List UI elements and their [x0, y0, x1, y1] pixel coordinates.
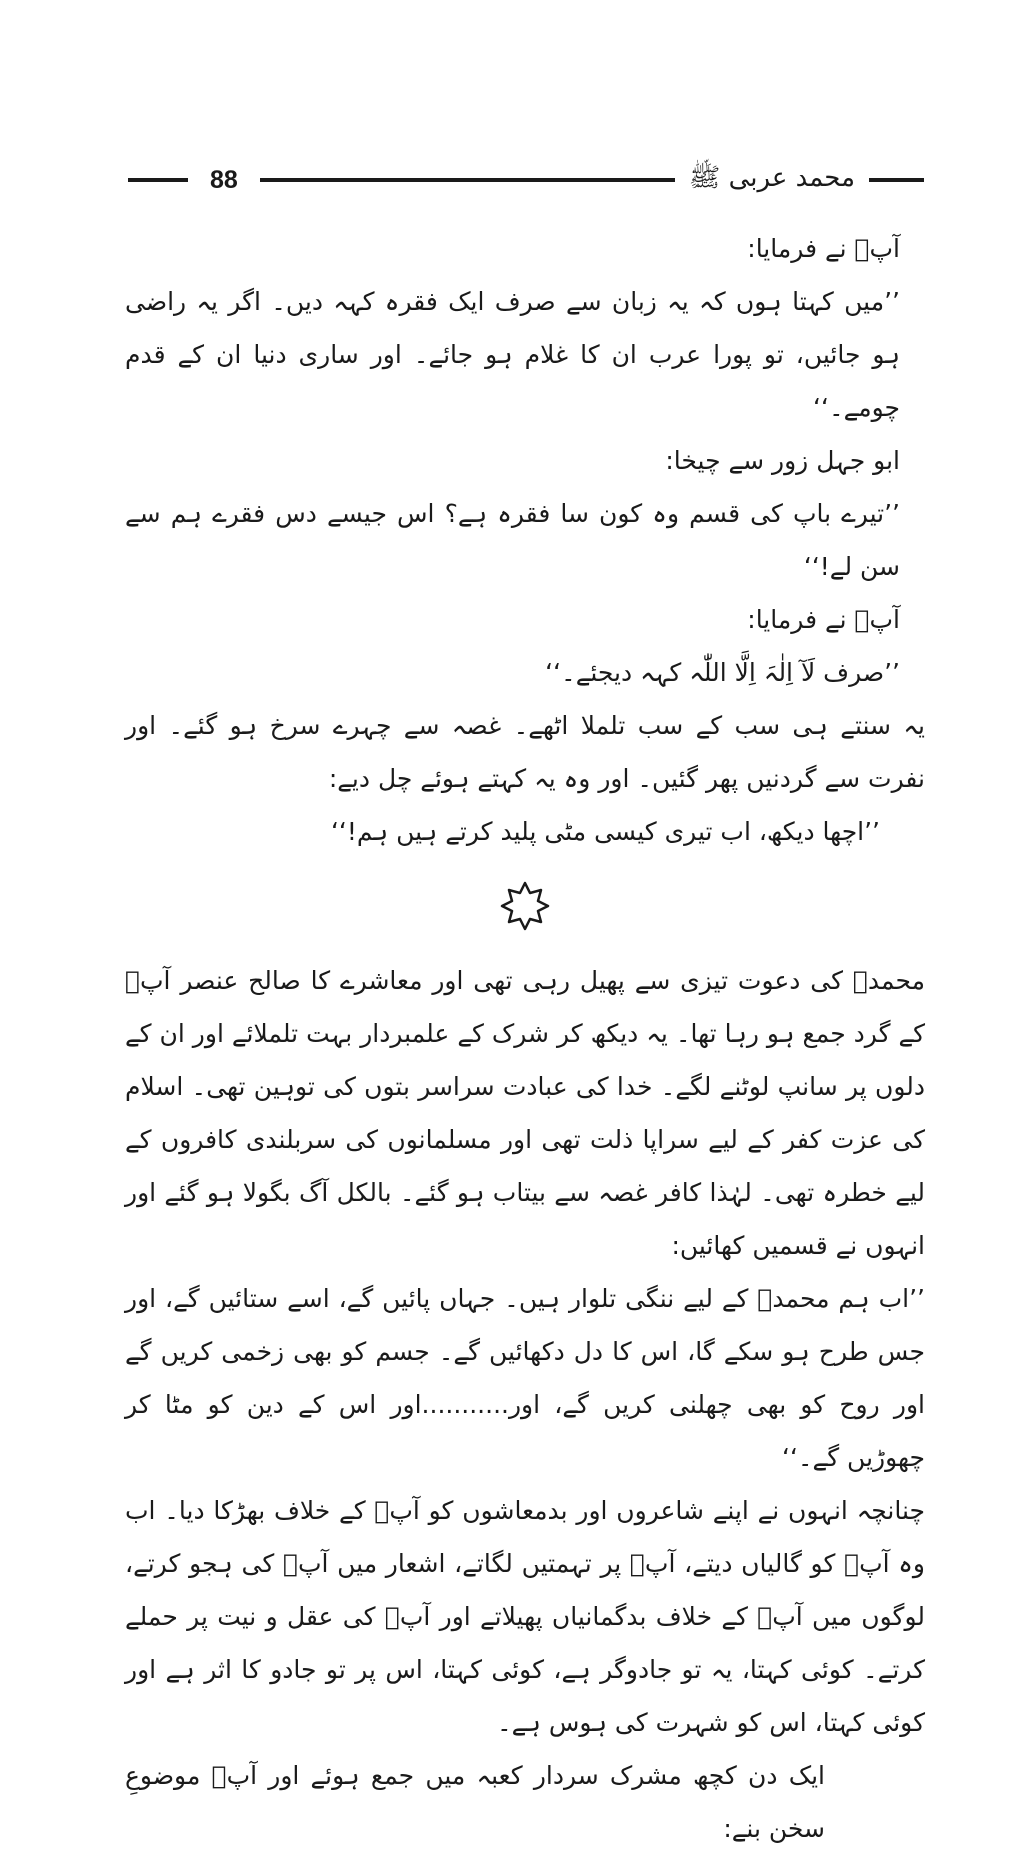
paragraph: ایک دن کچھ مشرک سردار کعبہ میں جمع ہوئے اور آپؐ موضوعِ سخن بنے:: [125, 1761, 825, 1843]
page-header: [128, 160, 924, 200]
header-rule-left: [128, 178, 188, 182]
paragraph: ’’تیرے باپ کی قسم وہ کون سا فقرہ ہے؟ اس جیسے دس فقرے ہم سے سن لے!‘‘: [125, 499, 900, 581]
body-text: [125, 222, 925, 1855]
paragraph: آپؐ نے فرمایا:: [747, 605, 900, 634]
paragraph: ’’اب ہم محمدؐ کے لیے ننگی تلوار ہیں۔ جہاں پائیں گے، اسے ستائیں گے، اور جس طرح ہو سکے گا، اس کا دل دکھائیں گے۔ جسم کو بھی زخمی کریں گے اور روح کو بھی چھلنی کریں گے، اور...........اور اس کے دین کو مٹا کر چھوڑیں گے۔‘‘: [125, 1284, 925, 1472]
paragraph: یہ سنتے ہی سب کے سب تلملا اٹھے۔ غصہ سے چہرے سرخ ہو گئے۔ اور نفرت سے گردنیں پھر گئیں۔ اور وہ یہ کہتے ہوئے چل دیے:: [125, 711, 925, 793]
text-section-after-ornament: [125, 954, 925, 1855]
section-divider: [125, 858, 925, 954]
paragraph: ’’اچھا دیکھ، اب تیری کیسی مٹی پلید کرتے ہیں ہم!‘‘: [330, 817, 880, 846]
header-rule-right: [869, 178, 924, 182]
paragraph: محمدؐ کی دعوت تیزی سے پھیل رہی تھی اور معاشرے کا صالح عنصر آپؐ کے گرد جمع ہو رہا تھا۔ یہ دیکھ کر شرک کے علمبردار بہت تلملائے اور ان کے دلوں پر سانپ لوٹنے لگے۔ خدا کی عبادت سراسر بتوں کی توہین تھی۔ اسلام کی عزت کفر کے لیے سراپا ذلت تھی اور مسلمانوں کی سربلندی کافروں کے لیے خطرہ تھی۔ لہٰذا کافر غصہ سے بیتاب ہو گئے۔ بالکل آگ بگولا ہو گئے اور انہوں نے قسمیں کھائیں:: [125, 966, 925, 1260]
paragraph: ’’میں کہتا ہوں کہ یہ زبان سے صرف ایک فقرہ کہہ دیں۔ اگر یہ راضی ہو جائیں، تو پورا عرب ان کا غلام ہو جائے۔ اور ساری دنیا ان کے قدم چومے۔‘‘: [125, 287, 900, 422]
book-title: محمد عربی ﷺ: [688, 163, 855, 193]
header-rule-middle: [260, 178, 675, 182]
page-number: 88: [210, 165, 238, 194]
paragraph: آپؐ نے فرمایا:: [747, 234, 900, 263]
paragraph: ابو جہل زور سے چیخا:: [665, 446, 900, 475]
paragraph: ’’صرف لَآ اِلٰہَ اِلَّا اللّٰہ کہہ دیجئے۔‘‘: [545, 658, 900, 687]
paragraph: چنانچہ انہوں نے اپنے شاعروں اور بدمعاشوں کو آپؐ کے خلاف بھڑکا دیا۔ اب وہ آپؐ کو گالیاں دیتے، آپؐ پر تہمتیں لگاتے، اشعار میں آپؐ کی ہجو کرتے، لوگوں میں آپؐ کے خلاف بدگمانیاں پھیلاتے اور آپؐ کی عقل و نیت پر حملے کرتے۔ کوئی کہتا، یہ تو جادوگر ہے، کوئی کہتا، اس پر تو جادو کا اثر ہے اور کوئی کہتا، اس کو شہرت کی ہوس ہے۔: [125, 1496, 925, 1737]
text-section-before-ornament: [125, 222, 925, 858]
star-ornament-icon: [499, 880, 551, 932]
